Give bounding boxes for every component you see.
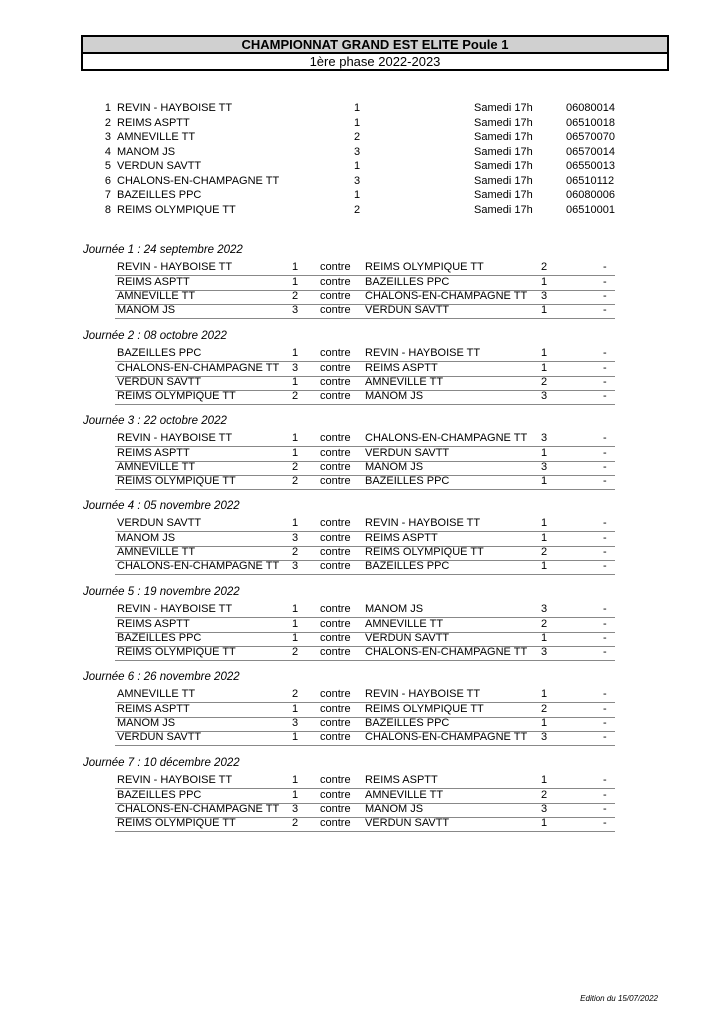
team-row <box>0 174 724 189</box>
team-group: 1 <box>354 116 361 129</box>
away-team: CHALONS-EN-CHAMPAGNE TT <box>365 432 528 444</box>
away-team: AMNEVILLE TT <box>365 618 444 630</box>
away-team-group: 2 <box>541 376 548 388</box>
team-code: 06080006 <box>566 189 615 201</box>
away-team-group: 1 <box>541 560 548 572</box>
team-number: 7 <box>104 189 111 201</box>
home-team-group: 1 <box>292 774 299 786</box>
away-team: MANOM JS <box>365 461 424 473</box>
team-group: 1 <box>354 102 361 114</box>
team-schedule: Samedi 17h <box>474 116 533 129</box>
home-team-group: 1 <box>292 789 299 801</box>
away-team-group: 1 <box>541 347 548 359</box>
away-team: REIMS ASPTT <box>365 774 438 786</box>
home-team: REIMS ASPTT <box>117 618 190 630</box>
home-team: REIMS OLYMPIQUE TT <box>117 390 236 402</box>
match-row <box>115 687 615 703</box>
home-team: MANOM JS <box>117 532 176 544</box>
away-team: REIMS ASPTT <box>365 362 438 374</box>
away-team: MANOM JS <box>365 603 424 615</box>
journee-title: Journée 4 : 05 novembre 2022 <box>83 500 240 512</box>
home-team: AMNEVILLE TT <box>117 461 196 473</box>
team-row <box>0 159 724 174</box>
team-name: REIMS OLYMPIQUE TT <box>117 203 236 216</box>
team-row <box>0 130 724 145</box>
home-team-group: 1 <box>292 517 299 529</box>
match-score: - <box>603 432 607 444</box>
home-team-group: 3 <box>292 304 299 316</box>
team-row <box>0 145 724 160</box>
team-group: 3 <box>354 174 361 187</box>
team-group: 1 <box>354 189 361 201</box>
match-row <box>115 303 615 319</box>
versus-label: contre <box>320 603 351 615</box>
away-team: AMNEVILLE TT <box>365 789 444 801</box>
match-row <box>115 431 615 447</box>
home-team-group: 1 <box>292 276 299 288</box>
home-team-group: 2 <box>292 390 299 402</box>
away-team: CHALONS-EN-CHAMPAGNE TT <box>365 646 528 658</box>
versus-label: contre <box>320 731 351 743</box>
away-team: BAZEILLES PPC <box>365 276 450 288</box>
away-team: MANOM JS <box>365 390 424 402</box>
away-team-group: 1 <box>541 362 548 374</box>
match-score: - <box>603 276 607 288</box>
away-team-group: 3 <box>541 432 548 444</box>
document-header <box>81 35 669 71</box>
home-team: MANOM JS <box>117 717 176 729</box>
home-team-group: 2 <box>292 546 299 558</box>
team-list <box>0 101 724 217</box>
match-row <box>115 559 615 575</box>
away-team: BAZEILLES PPC <box>365 475 450 487</box>
home-team: REIMS ASPTT <box>117 276 190 288</box>
team-name: BAZEILLES PPC <box>117 189 202 201</box>
match-score: - <box>603 789 607 801</box>
home-team: CHALONS-EN-CHAMPAGNE TT <box>117 560 280 572</box>
away-team: VERDUN SAVTT <box>365 632 450 644</box>
home-team-group: 1 <box>292 376 299 388</box>
home-team: REIMS OLYMPIQUE TT <box>117 646 236 658</box>
versus-label: contre <box>320 276 351 288</box>
home-team-group: 2 <box>292 290 299 302</box>
home-team: VERDUN SAVTT <box>117 731 202 743</box>
away-team-group: 3 <box>541 603 548 615</box>
team-number: 4 <box>104 145 111 158</box>
home-team-group: 1 <box>292 703 299 715</box>
home-team: REVIN - HAYBOISE TT <box>117 432 233 444</box>
match-score: - <box>603 618 607 630</box>
home-team-group: 2 <box>292 461 299 473</box>
home-team-group: 1 <box>292 432 299 444</box>
team-number: 1 <box>104 102 111 114</box>
home-team: AMNEVILLE TT <box>117 290 196 302</box>
away-team: CHALONS-EN-CHAMPAGNE TT <box>365 290 528 302</box>
home-team-group: 2 <box>292 646 299 658</box>
versus-label: contre <box>320 517 351 529</box>
away-team-group: 1 <box>541 632 548 644</box>
versus-label: contre <box>320 646 351 658</box>
team-row <box>0 188 724 203</box>
team-schedule: Samedi 17h <box>474 174 533 187</box>
match-row <box>115 346 615 362</box>
away-team: VERDUN SAVTT <box>365 447 450 459</box>
match-score: - <box>603 304 607 316</box>
away-team-group: 3 <box>541 803 548 815</box>
match-score: - <box>603 688 607 700</box>
team-name: REIMS ASPTT <box>117 116 190 129</box>
match-row <box>115 474 615 490</box>
match-score: - <box>603 803 607 815</box>
team-schedule: Samedi 17h <box>474 145 533 158</box>
away-team-group: 2 <box>541 618 548 630</box>
match-row <box>115 645 615 661</box>
match-score: - <box>603 261 607 273</box>
team-code: 06510001 <box>566 203 615 216</box>
home-team-group: 1 <box>292 347 299 359</box>
home-team: VERDUN SAVTT <box>117 376 202 388</box>
away-team: CHALONS-EN-CHAMPAGNE TT <box>365 731 528 743</box>
match-score: - <box>603 517 607 529</box>
journee-title: Journée 6 : 26 novembre 2022 <box>83 671 240 683</box>
team-number: 5 <box>104 160 111 172</box>
match-score: - <box>603 703 607 715</box>
match-score: - <box>603 362 607 374</box>
team-schedule: Samedi 17h <box>474 203 533 216</box>
away-team-group: 3 <box>541 290 548 302</box>
versus-label: contre <box>320 632 351 644</box>
home-team: MANOM JS <box>117 304 176 316</box>
away-team-group: 1 <box>541 532 548 544</box>
journee-title: Journée 7 : 10 décembre 2022 <box>83 757 240 769</box>
home-team-group: 1 <box>292 731 299 743</box>
home-team-group: 2 <box>292 817 299 829</box>
away-team-group: 2 <box>541 261 548 273</box>
team-schedule: Samedi 17h <box>474 189 533 201</box>
home-team: AMNEVILLE TT <box>117 546 196 558</box>
away-team: REVIN - HAYBOISE TT <box>365 517 481 529</box>
home-team: REIMS ASPTT <box>117 447 190 459</box>
team-schedule: Samedi 17h <box>474 160 533 172</box>
match-score: - <box>603 560 607 572</box>
match-row <box>115 389 615 405</box>
page-subtitle: 1ère phase 2022-2023 <box>81 54 669 71</box>
away-team-group: 1 <box>541 517 548 529</box>
versus-label: contre <box>320 546 351 558</box>
match-score: - <box>603 774 607 786</box>
team-code: 06570014 <box>566 145 615 158</box>
home-team: REIMS ASPTT <box>117 703 190 715</box>
versus-label: contre <box>320 717 351 729</box>
team-name: MANOM JS <box>117 145 176 158</box>
away-team: REIMS ASPTT <box>365 532 438 544</box>
home-team: CHALONS-EN-CHAMPAGNE TT <box>117 362 280 374</box>
away-team-group: 1 <box>541 304 548 316</box>
team-group: 1 <box>354 160 361 172</box>
away-team-group: 1 <box>541 817 548 829</box>
home-team: REVIN - HAYBOISE TT <box>117 603 233 615</box>
home-team: REIMS OLYMPIQUE TT <box>117 475 236 487</box>
versus-label: contre <box>320 817 351 829</box>
match-score: - <box>603 546 607 558</box>
versus-label: contre <box>320 461 351 473</box>
home-team-group: 1 <box>292 618 299 630</box>
match-row <box>115 730 615 746</box>
team-group: 2 <box>354 131 361 143</box>
match-score: - <box>603 817 607 829</box>
home-team: VERDUN SAVTT <box>117 517 202 529</box>
team-name: REVIN - HAYBOISE TT <box>117 102 233 114</box>
team-number: 6 <box>104 174 111 187</box>
match-score: - <box>603 347 607 359</box>
team-number: 2 <box>104 116 111 129</box>
match-row <box>115 773 615 789</box>
match-score: - <box>603 475 607 487</box>
versus-label: contre <box>320 261 351 273</box>
team-code: 06080014 <box>566 102 615 114</box>
team-row <box>0 203 724 218</box>
home-team: BAZEILLES PPC <box>117 347 202 359</box>
home-team: BAZEILLES PPC <box>117 789 202 801</box>
home-team-group: 3 <box>292 803 299 815</box>
home-team-group: 1 <box>292 447 299 459</box>
away-team: REIMS OLYMPIQUE TT <box>365 703 484 715</box>
versus-label: contre <box>320 560 351 572</box>
team-name: AMNEVILLE TT <box>117 131 196 143</box>
team-code: 06510112 <box>566 174 615 187</box>
match-score: - <box>603 731 607 743</box>
journee-title: Journée 5 : 19 novembre 2022 <box>83 586 240 598</box>
team-group: 3 <box>354 145 361 158</box>
match-score: - <box>603 290 607 302</box>
match-row <box>115 602 615 618</box>
versus-label: contre <box>320 362 351 374</box>
versus-label: contre <box>320 703 351 715</box>
home-team-group: 1 <box>292 261 299 273</box>
away-team: REIMS OLYMPIQUE TT <box>365 546 484 558</box>
away-team-group: 3 <box>541 731 548 743</box>
match-score: - <box>603 603 607 615</box>
team-name: CHALONS-EN-CHAMPAGNE TT <box>117 174 280 187</box>
versus-label: contre <box>320 347 351 359</box>
team-code: 06510018 <box>566 116 615 129</box>
match-score: - <box>603 461 607 473</box>
home-team: CHALONS-EN-CHAMPAGNE TT <box>117 803 280 815</box>
away-team-group: 1 <box>541 447 548 459</box>
away-team-group: 2 <box>541 703 548 715</box>
team-name: VERDUN SAVTT <box>117 160 202 172</box>
versus-label: contre <box>320 532 351 544</box>
versus-label: contre <box>320 774 351 786</box>
page-title: CHAMPIONNAT GRAND EST ELITE Poule 1 <box>81 35 669 54</box>
away-team: AMNEVILLE TT <box>365 376 444 388</box>
home-team: REIMS OLYMPIQUE TT <box>117 817 236 829</box>
away-team: BAZEILLES PPC <box>365 717 450 729</box>
home-team: BAZEILLES PPC <box>117 632 202 644</box>
edition-date: Edition du 15/07/2022 <box>580 994 658 1003</box>
team-row <box>0 116 724 131</box>
versus-label: contre <box>320 432 351 444</box>
team-schedule: Samedi 17h <box>474 131 533 143</box>
match-score: - <box>603 390 607 402</box>
versus-label: contre <box>320 390 351 402</box>
away-team: MANOM JS <box>365 803 424 815</box>
away-team-group: 3 <box>541 461 548 473</box>
home-team: REVIN - HAYBOISE TT <box>117 774 233 786</box>
home-team: AMNEVILLE TT <box>117 688 196 700</box>
away-team-group: 3 <box>541 390 548 402</box>
match-score: - <box>603 632 607 644</box>
match-row <box>115 260 615 276</box>
team-code: 06550013 <box>566 160 615 172</box>
team-number: 8 <box>104 203 111 216</box>
away-team: VERDUN SAVTT <box>365 304 450 316</box>
away-team: REIMS OLYMPIQUE TT <box>365 261 484 273</box>
match-score: - <box>603 447 607 459</box>
versus-label: contre <box>320 789 351 801</box>
match-score: - <box>603 376 607 388</box>
journee-title: Journée 1 : 24 septembre 2022 <box>83 244 243 256</box>
home-team-group: 3 <box>292 532 299 544</box>
away-team-group: 1 <box>541 475 548 487</box>
team-number: 3 <box>104 131 111 143</box>
match-score: - <box>603 646 607 658</box>
journee-title: Journée 3 : 22 octobre 2022 <box>83 415 227 427</box>
away-team-group: 3 <box>541 646 548 658</box>
away-team-group: 2 <box>541 789 548 801</box>
match-score: - <box>603 532 607 544</box>
home-team-group: 1 <box>292 632 299 644</box>
versus-label: contre <box>320 803 351 815</box>
versus-label: contre <box>320 304 351 316</box>
team-row <box>0 101 724 116</box>
away-team-group: 2 <box>541 546 548 558</box>
versus-label: contre <box>320 688 351 700</box>
home-team-group: 3 <box>292 362 299 374</box>
home-team-group: 3 <box>292 717 299 729</box>
versus-label: contre <box>320 447 351 459</box>
home-team-group: 3 <box>292 560 299 572</box>
away-team-group: 1 <box>541 774 548 786</box>
versus-label: contre <box>320 290 351 302</box>
away-team: VERDUN SAVTT <box>365 817 450 829</box>
match-row <box>115 516 615 532</box>
journee-title: Journée 2 : 08 octobre 2022 <box>83 330 227 342</box>
away-team-group: 1 <box>541 276 548 288</box>
home-team-group: 2 <box>292 688 299 700</box>
away-team: REVIN - HAYBOISE TT <box>365 688 481 700</box>
away-team: REVIN - HAYBOISE TT <box>365 347 481 359</box>
versus-label: contre <box>320 618 351 630</box>
team-schedule: Samedi 17h <box>474 102 533 114</box>
home-team-group: 2 <box>292 475 299 487</box>
home-team: REVIN - HAYBOISE TT <box>117 261 233 273</box>
team-group: 2 <box>354 203 361 216</box>
versus-label: contre <box>320 475 351 487</box>
away-team-group: 1 <box>541 717 548 729</box>
team-code: 06570070 <box>566 131 615 143</box>
match-score: - <box>603 717 607 729</box>
away-team-group: 1 <box>541 688 548 700</box>
match-row <box>115 816 615 832</box>
home-team-group: 1 <box>292 603 299 615</box>
versus-label: contre <box>320 376 351 388</box>
away-team: BAZEILLES PPC <box>365 560 450 572</box>
